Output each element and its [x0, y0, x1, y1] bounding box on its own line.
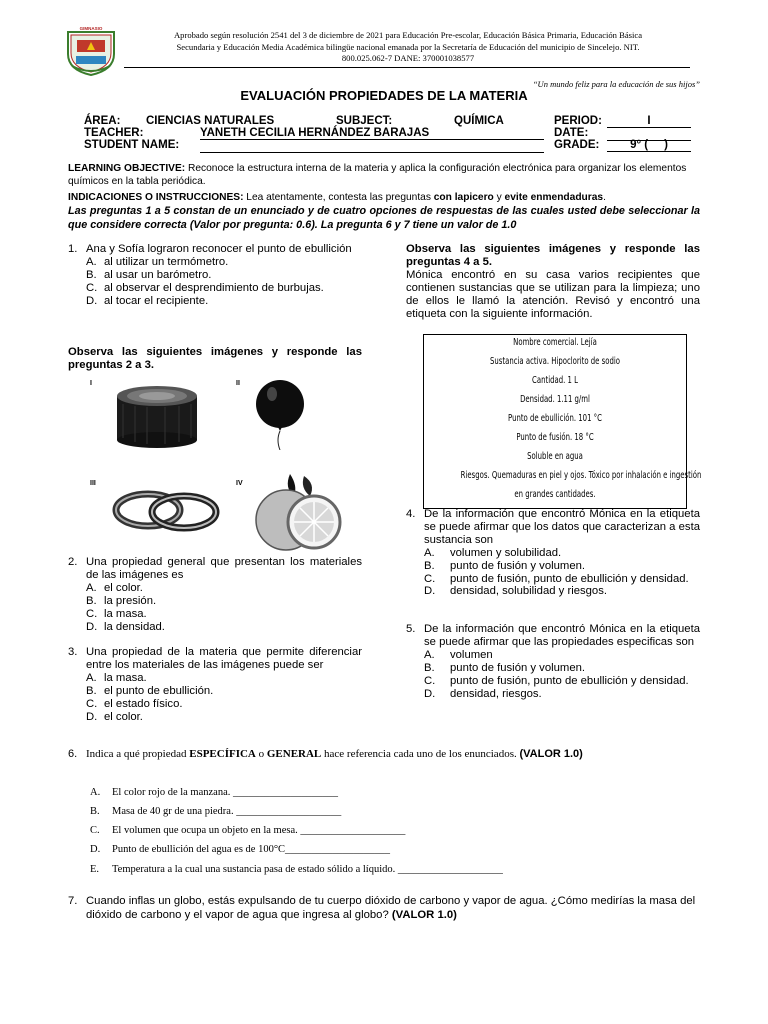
question-stem: De la información que encontró Mónica en la etiqueta se puede afirmar que los datos que caracterizan a esta sustancia son — [424, 508, 700, 546]
option-text: al tocar el recipiente. — [104, 294, 209, 307]
learning-objective — [68, 163, 700, 188]
label-row: Riesgos. Quemaduras en piel y ojos. Tóxico por inhalación e ingestión — [460, 470, 702, 481]
label-row: Punto de fusión. 18 °C — [516, 432, 594, 443]
option[interactable] — [86, 582, 362, 595]
option-text: la presión. — [104, 594, 157, 607]
question-number: 6. — [68, 748, 78, 760]
question-7 — [68, 895, 700, 922]
option[interactable] — [424, 585, 700, 598]
grade-label: GRADE: — [554, 139, 600, 151]
q6-item[interactable] — [90, 864, 503, 875]
subject-value: QUÍMICA — [454, 115, 504, 127]
option-letter: A. — [86, 581, 97, 594]
header-divider — [124, 67, 690, 68]
option-text: al observar el desprendimiento de burbujas. — [104, 281, 324, 294]
question-5 — [406, 623, 700, 700]
student-name-field[interactable] — [200, 139, 544, 153]
option-letter: A. — [86, 671, 97, 684]
option-letter: C. — [86, 607, 98, 620]
option-text: la densidad. — [104, 620, 165, 633]
question-6 — [68, 748, 700, 761]
instructions-bold-1: con lapicero — [433, 192, 494, 203]
monica-text: Mónica encontró en su casa varios recipientes que contienen sustancias que se utilizan para la limpieza; uno de ellos le llamó la atención. Revisó y encontró una etiqueta con la siguiente información. — [406, 269, 700, 320]
question-value: (VALOR 1.0) — [391, 908, 457, 921]
general-word: GENERAL — [266, 748, 322, 760]
item-text: Temperatura a la cual una sustancia pasa de estado sólido a líquido. ____________________ — [112, 864, 503, 875]
option-text: punto de fusión, punto de ebullición y densidad. — [450, 572, 689, 585]
school-logo — [62, 26, 120, 76]
resolution-line-1: Aprobado según resolución 2541 del 3 de diciembre de 2021 para Educación Pre-escolar, Educación Básica Primaria, Educación Básica — [173, 30, 643, 40]
option[interactable] — [86, 621, 362, 634]
option[interactable] — [86, 295, 362, 308]
item-letter: C. — [90, 825, 100, 836]
picture-label-iv: IV — [236, 480, 243, 487]
option-letter: D. — [424, 585, 436, 598]
images-intro-2-3: Observa las siguientes imágenes y responde las preguntas 2 a 3. — [68, 346, 362, 371]
option-text: volumen y solubilidad. — [450, 546, 562, 559]
objective-text: Reconoce la estructura interna de la materia y aplica la configuración electrónica para organizar los elementos químicos en la tabla periódica. — [68, 163, 687, 187]
question-stem: Una propiedad de la materia que permite diferenciar entre los materiales de las imágenes puede ser — [86, 646, 362, 671]
option[interactable] — [424, 688, 700, 701]
option[interactable] — [424, 649, 700, 662]
option[interactable] — [86, 711, 362, 724]
question-value: (VALOR 1.0) — [519, 748, 583, 760]
option-text: densidad, solubilidad y riesgos. — [450, 585, 607, 598]
option[interactable] — [86, 256, 362, 269]
resolution-header — [128, 30, 688, 65]
option-letter: D. — [424, 687, 436, 700]
picture-label-i: I — [90, 380, 92, 387]
specific-word: ESPECÍFICA — [189, 748, 256, 760]
instructions — [68, 192, 700, 205]
item-text: Punto de ebullición del agua es de 100°C____________________ — [112, 844, 391, 855]
label-row: Densidad. 1.11 g/ml — [520, 394, 590, 405]
label-row: Nombre comercial. Lejía — [513, 337, 597, 348]
option-letter: D. — [86, 620, 98, 633]
option-letter: B. — [86, 684, 97, 697]
option-text: al utilizar un termómetro. — [104, 255, 229, 268]
school-motto: “Un mundo feliz para la educación de sus hijos” — [532, 79, 700, 89]
option-text: punto de fusión y volumen. — [450, 559, 586, 572]
option-letter: A. — [86, 255, 97, 268]
area-label: ÁREA: — [84, 115, 121, 127]
images-intro-4-5: Observa las siguientes imágenes y responde las preguntas 4 a 5. — [406, 243, 700, 268]
page-title: EVALUACIÓN PROPIEDADES DE LA MATERIA — [240, 88, 528, 103]
option[interactable] — [86, 685, 362, 698]
option-text: punto de fusión, punto de ebullición y densidad. — [450, 674, 689, 687]
question-3 — [68, 646, 362, 723]
option[interactable] — [424, 662, 700, 675]
item-letter: D. — [90, 844, 101, 855]
q6-item[interactable] — [90, 806, 341, 817]
wood-log-image — [113, 382, 201, 450]
date-label: DATE: — [554, 127, 589, 139]
option[interactable] — [424, 547, 700, 560]
option-letter: B. — [424, 661, 435, 674]
option[interactable] — [424, 573, 700, 586]
label-row: Soluble en agua — [527, 451, 583, 462]
resolution-line-2: Secundaria y Educación Media Académica bilingüe nacional emanada por la Secretaría de Educación del municipio de Sincelejo. NIT. — [176, 41, 640, 52]
option-letter: C. — [86, 281, 98, 294]
item-letter: A. — [90, 787, 101, 798]
label-row: en grandes cantidades. — [514, 489, 596, 500]
teacher-label: TEACHER: — [84, 127, 144, 139]
objective-label: LEARNING OBJECTIVE: — [68, 163, 186, 174]
option-letter: A. — [424, 546, 435, 559]
instructions-italic: Las preguntas 1 a 5 constan de un enunciado y de cuatro opciones de respuestas de las cuales usted debe seleccionar la que considere correcta (Valor por pregunta: 0.6). La pregunta 6 y 7 tiene un valor de 1.0 — [68, 205, 700, 231]
item-text: El color rojo de la manzana. ____________________ — [112, 787, 338, 798]
area-value: CIENCIAS NATURALES — [146, 115, 275, 127]
label-row: Sustancia activa. Hipoclorito de sodio — [490, 356, 620, 367]
question-2 — [68, 556, 362, 633]
option[interactable] — [86, 595, 362, 608]
question-number: 3. — [68, 646, 78, 658]
option-letter: C. — [424, 572, 436, 585]
instructions-label: INDICACIONES O INSTRUCCIONES: — [68, 192, 244, 203]
question-stem: Ana y Sofía lograron reconocer el punto de ebullición — [86, 243, 352, 255]
period-label: PERIOD: — [554, 115, 602, 127]
option-text: la masa. — [104, 607, 147, 620]
instructions-text: Lea atentamente, contesta las preguntas — [243, 192, 434, 203]
option[interactable] — [86, 672, 362, 685]
option-letter: D. — [86, 294, 98, 307]
option[interactable] — [86, 608, 362, 621]
question-4 — [406, 508, 700, 598]
option-text: el color. — [104, 581, 143, 594]
question-1 — [68, 243, 362, 308]
option[interactable] — [86, 282, 362, 295]
question-stem: De la información que encontró Mónica en la etiqueta se puede afirmar que las propiedades especificas son — [424, 623, 700, 648]
option[interactable] — [424, 675, 700, 688]
student-name-label: STUDENT NAME: — [84, 139, 180, 151]
option[interactable] — [424, 560, 700, 573]
subject-label: SUBJECT: — [336, 115, 393, 127]
period-field[interactable]: I — [607, 115, 691, 128]
label-row: Punto de ebullición. 101 °C — [508, 413, 602, 424]
teacher-value: YANETH CECILIA HERNÁNDEZ BARAJAS — [200, 127, 544, 140]
question-number: 2. — [68, 556, 78, 568]
question-stem-end: hace referencia cada uno de los enunciados. — [321, 748, 520, 760]
instructions-bold-2: evite enmendaduras — [504, 192, 604, 203]
item-text: El volumen que ocupa un objeto en la mesa. ____________________ — [112, 825, 406, 836]
question-stem: Indica a qué propiedad — [86, 748, 190, 760]
option-letter: B. — [86, 268, 97, 281]
option-text: al usar un barómetro. — [104, 268, 212, 281]
item-letter: E. — [90, 864, 100, 875]
option-letter: B. — [424, 559, 435, 572]
orange-image — [250, 470, 346, 552]
option-text: densidad, riesgos. — [450, 687, 542, 700]
option-text: volumen — [450, 648, 493, 661]
option-letter: B. — [86, 594, 97, 607]
instructions-text-3: . — [603, 192, 606, 203]
option-text: punto de fusión y volumen. — [450, 661, 586, 674]
option-text: el color. — [104, 710, 143, 723]
instructions-text-2: y — [493, 192, 505, 203]
option-text: el estado físico. — [104, 697, 183, 710]
question-number: 5. — [406, 623, 416, 635]
item-letter: B. — [90, 806, 100, 817]
label-row: Cantidad. 1 L — [532, 375, 578, 386]
q6-item[interactable] — [90, 787, 338, 798]
question-number: 4. — [406, 508, 416, 520]
option-letter: C. — [424, 674, 436, 687]
picture-label-iii: III — [90, 480, 96, 487]
product-label — [423, 334, 702, 509]
balloon-image — [252, 380, 312, 450]
question-stem: Cuando inflas un globo, estás expulsando de tu cuerpo dióxido de carbono y vapor de agua. ¿Cómo medirías la masa del dióxido de carbono y el vapor de agua que ingresa al globo? — [86, 895, 696, 921]
grade-field[interactable]: 9° ( ) — [607, 139, 691, 152]
or-word: o — [255, 748, 267, 760]
option-letter: C. — [86, 697, 98, 710]
option[interactable] — [86, 698, 362, 711]
picture-label-ii: II — [236, 380, 240, 387]
option-text: el punto de ebullición. — [104, 684, 214, 697]
option-letter: D. — [86, 710, 98, 723]
option-text: la masa. — [104, 671, 147, 684]
logo-text: GIMNASIO — [79, 26, 103, 31]
q6-item[interactable] — [90, 844, 390, 855]
q6-item[interactable] — [90, 825, 405, 836]
item-text: Masa de 40 gr de una piedra. ____________________ — [112, 806, 342, 817]
option-letter: A. — [424, 648, 435, 661]
resolution-line-3: 800.025.062-7 DANE: 370001038577 — [341, 53, 475, 63]
question-stem: Una propiedad general que presentan los materiales de las imágenes es — [86, 556, 362, 581]
question-number: 7. — [68, 895, 78, 907]
option[interactable] — [86, 269, 362, 282]
rings-image — [110, 485, 222, 535]
question-number: 1. — [68, 243, 78, 255]
